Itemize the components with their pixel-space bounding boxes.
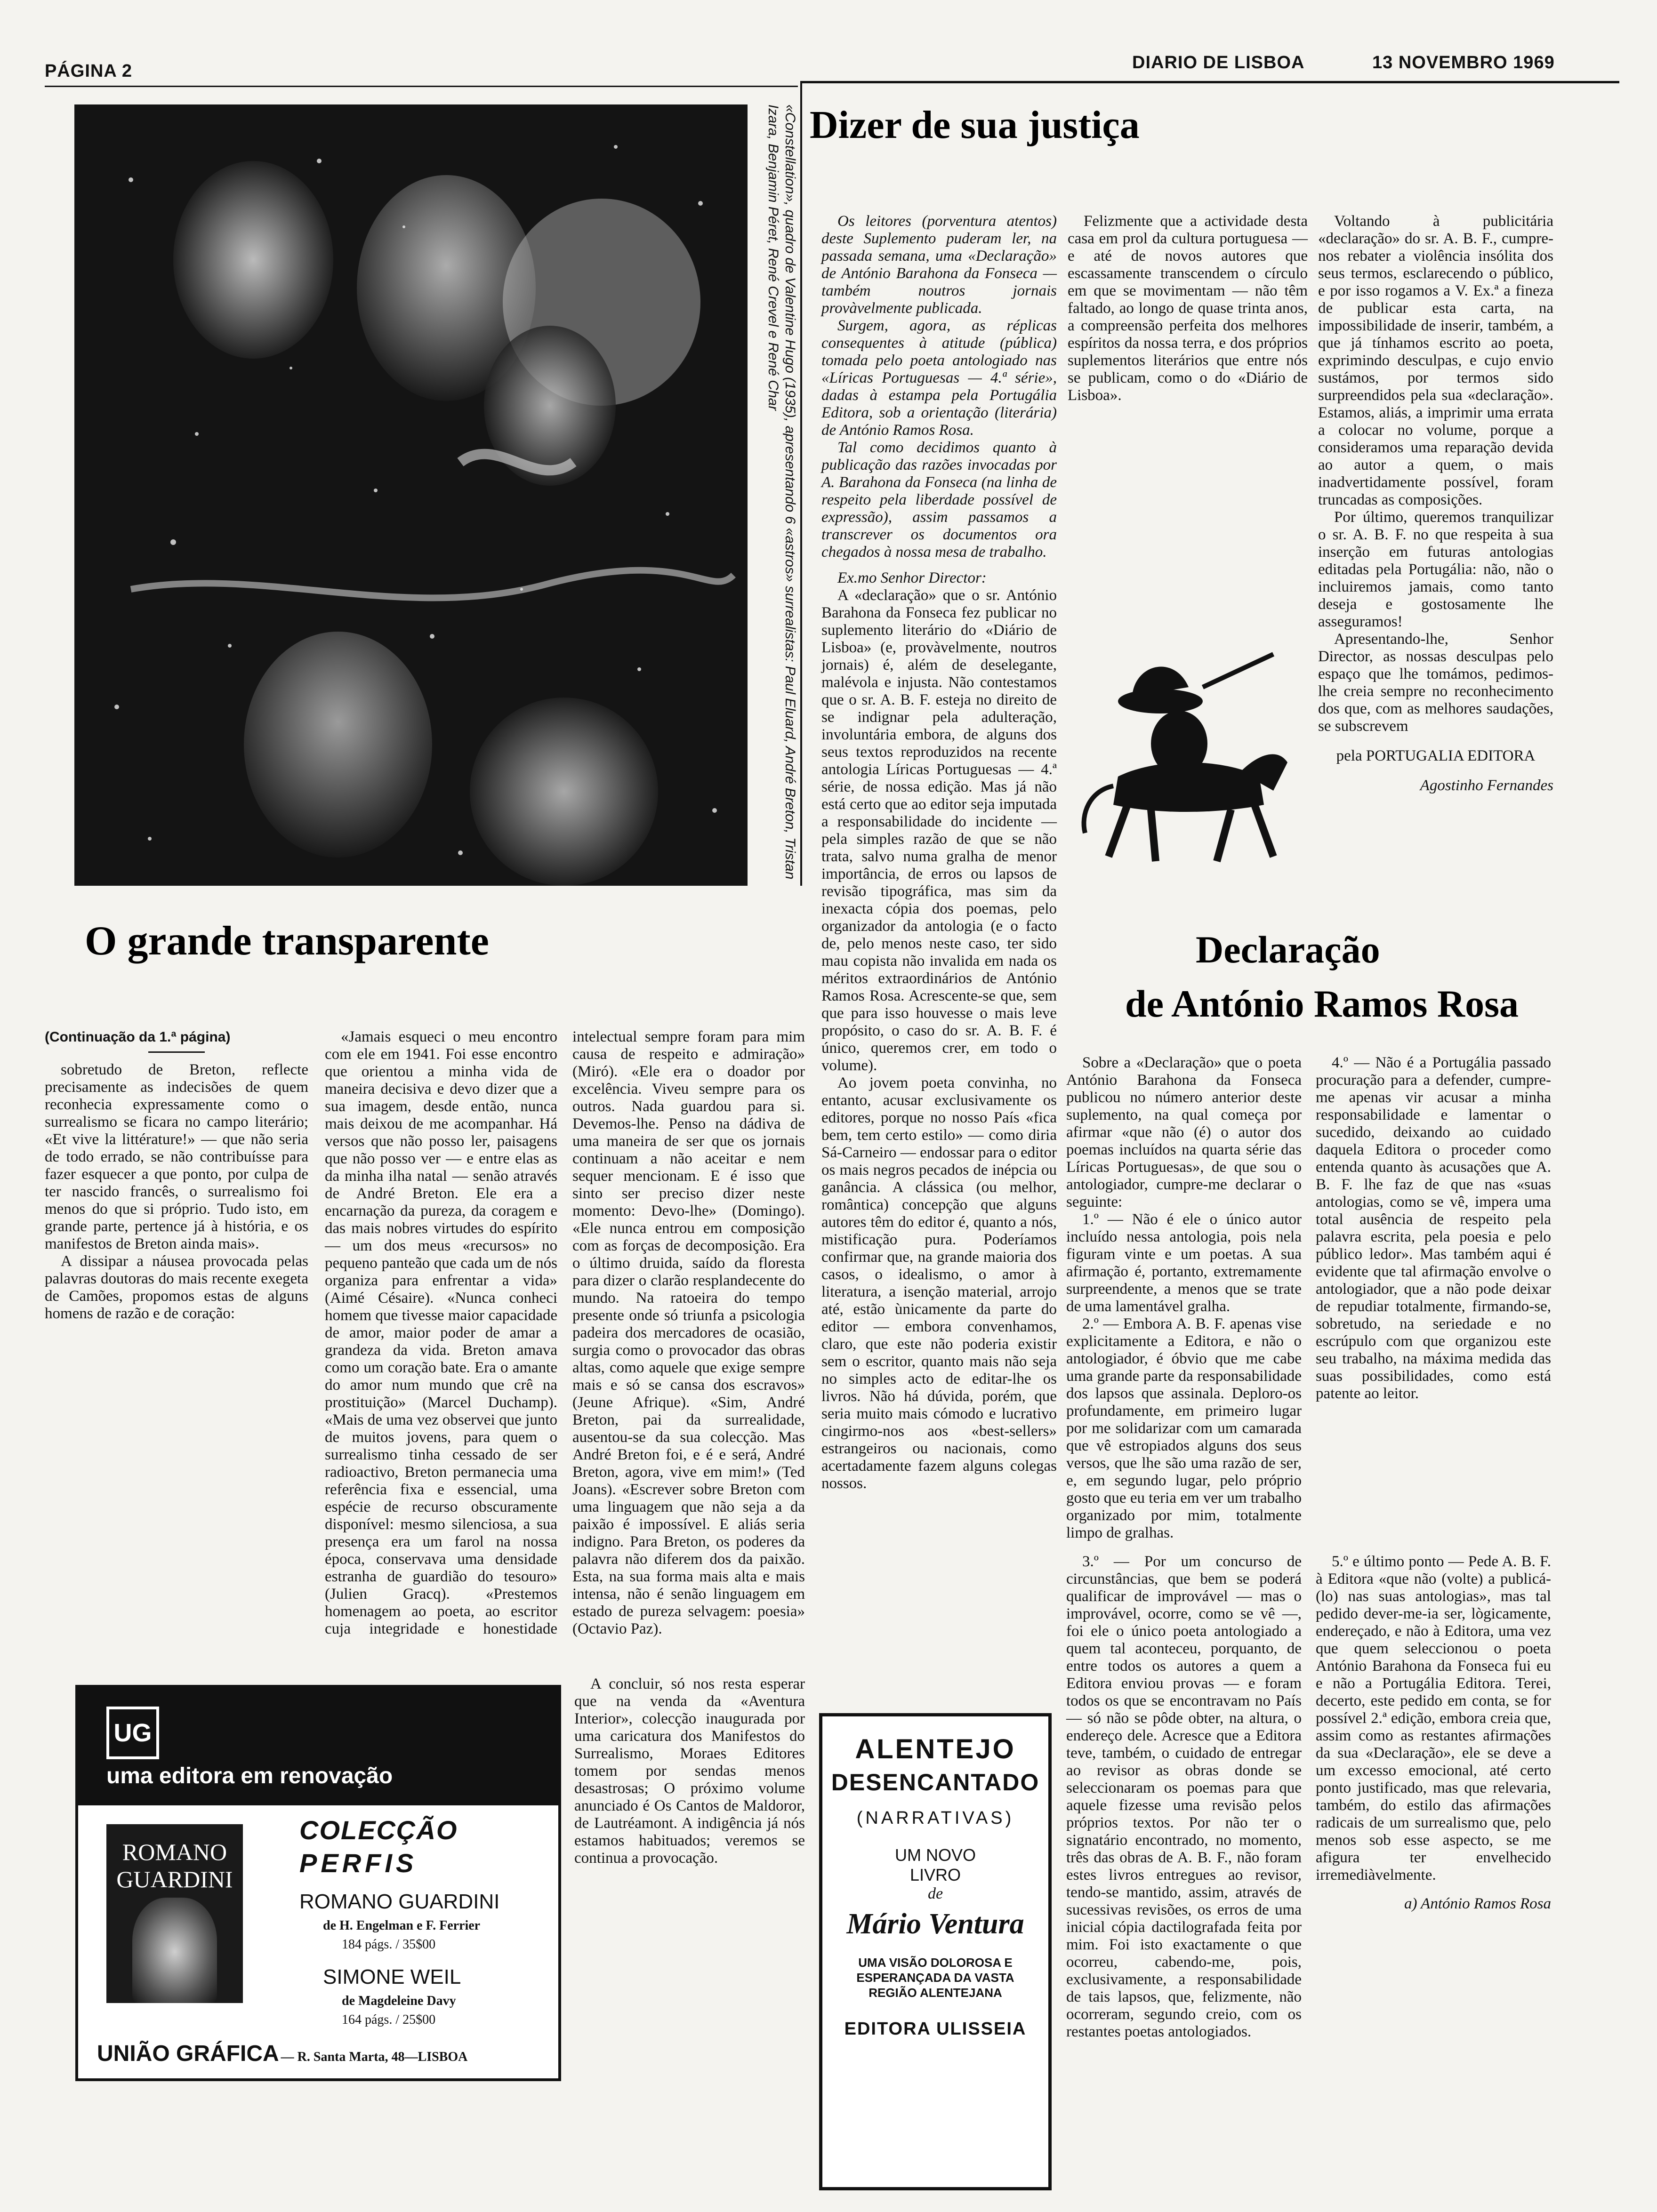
ad-publisher: EDITORA ULISSEIA [844,2019,1027,2039]
article3-signer: a) António Ramos Rosa [1404,1895,1551,1912]
article3-paragraph: 5.º e último ponto — Pede A. B. F. à Editora «que não (volte) a publicá-(lo) nas suas antologias», mas tal pedido dever-me-ia ser, lògicamente, endereçado, e não à Editora, uma vez que quem seleccionou o poeta António Barahona da Fonseca fui eu e não a Portugália Editora. Terei, decerto, este pedido em conta, se for possível 2.ª edição, embora creia que, assim como as restantes afirmações da sua «Declaração», ele se deve a um excesso emocional, até certo ponto justificado, mas que relevaria, também, do estilo das afirmações radicais de um surrealismo que, pelo menos sob esse aspecto, se me afigura ter envelhecido irremediàvelmente. [1316,1553,1551,1883]
ad-title: DESENCANTADO [831,1769,1040,1795]
painting-illustration [74,104,748,886]
ad-publisher [97,2041,467,2067]
ad-line: UM NOVO [894,1845,976,1865]
article1-intro: Os leitores (porventura atentos) deste Suplemento puderam ler, na passada semana, uma «Declaração» de António Barahona da Fonseca — também noutros jornais provàvelmente publicada. [821,213,1057,317]
article1-col1 [821,213,1057,1492]
article3-paragraph: 1.º — Não é ele o único autor incluído nessa antologia, pois nela figuram vinte e um poetas. A sua afirmação é, portanto, extremamente surpreendente, a menos que se trate de uma lamentável gralha. [1066,1211,1302,1315]
book2-info: 164 págs. / 25$00 [342,2012,436,2027]
article1-col2 [1068,213,1308,404]
article2-paragraph: A dissipar a náusea provocada pelas palavras doutoras do mais recente exegeta de Camões, propomos estas de alguns homens de razão e de coração: [45,1253,308,1322]
constellation-painting [74,104,748,886]
article3-paragraph: 3.º — Por um concurso de circunstâncias, que bem se poderá qualificar de improvável — mas o improvável, ocorre, como se vê —, foi ele o único poeta antologiado a quem tal aconteceu, porquanto, de entre todos os autores a quem a Editora enviou provas — e foram todos os que se encontravam no País — só não se pôde obter, na altura, o endereço dele. Acresce que a Editora teve, também, o cuidado de entregar ao revisor as obras donde se seleccionaram os poemas para que aquele fizesse uma revisão pelos próprios textos. Por não ter o signatário encontrado, no momento, três das obras de A. B. F., não foram estes livros entregues ao revisor, tendo-se mantido, assim, através de sucessivas revisões, os erros de uma inicial cópia dactilografada feita por mim. Foi isto exactamente o que ocorreu, cabendo-me, pois, exclusivamente, a responsabilidade de tais lapsos, que, felizmente, não ocorreram, segundo creio, com os restantes poetas antologiados. [1066,1553,1302,2040]
ad-ug-banner [78,1688,558,1805]
book-cover-title: ROMANO [122,1839,227,1865]
ad-blurb: UMA VISÃO DOLOROSA E ESPERANÇADA DA VASTA REGIÃO ALENTEJANA [856,1956,1014,2000]
newspaper-name: DIARIO DE LISBOA [1132,53,1305,72]
article2-col1 [45,1028,308,1322]
article1-intro: Surgem, agora, as réplicas consequentes à atitude (pública) tomada pelo poeta antologiado nas «Líricas Portuguesas — 4.ª série», dadas à estampa pela Portugália Editora, sob a orientação (literária) de António Ramos Rosa. [821,317,1057,439]
article1-paragraph: Ao jovem poeta convinha, no entanto, acusar exclusivamente os editores, porque no nosso País «fica bem, tem certo estilo» — como diria Sá-Carneiro — endossar para o editor os mais negros pecados de inépcia ou ganância. A clássica (ou melhor, romântica) concepção que alguns autores têm do editor é, quanto a nós, mistificação pura. Poderíamos confirmar que, na grande maioria dos casos, o idealismo, o amor à literatura, a isenção material, arrojo até, estão ùnicamente da parte do editor — embora convenhamos, claro, que este não poderia existir sem o escritor, quanto mais não seja no simples acto de editar-lhe os livros. Não há dúvida, porém, que seria muito mais cómodo e lucrativo cingirmo-nos aos «best-sellers» estrangeiros ou nacionais, como acertadamente fazem alguns colegas nossos. [821,1074,1057,1492]
publisher-address: — R. Santa Marta, 48—LISBOA [281,2050,468,2064]
ad-line: LIVRO [909,1865,961,1884]
ad-genre: (NARRATIVAS) [856,1808,1014,1828]
portrait [132,1898,217,2003]
article-title-declaracao: Declaração [1196,928,1380,971]
book1-by: de H. Engelman e F. Ferrier [323,1918,481,1933]
article3-col3 [1316,1553,1551,1913]
article1-paragraph: Felizmente que a actividade desta casa em prol da cultura portuguesa — e até de novos autores que escassamente transcendem o círculo em que se movimentam — não têm faltado, ao longo de quase trinta anos, a compreensão perfeita dos melhores espíritos da nossa terra, e dos próprios suplementos literários que entre nós se publicam, como o do «Diário de Lisboa». [1068,213,1308,404]
ad-line: de [927,1885,943,1902]
ug-tagline: uma editora em renovação [106,1763,393,1788]
article3-col1 [1066,1054,1551,1544]
ad-title: ALENTEJO [855,1734,1016,1764]
header-rule-left [45,86,798,87]
article1-signoff-org: pela PORTUGALIA EDITORA [1336,747,1536,764]
article3-col-lower [1066,1553,1302,2041]
header-rule [800,81,1619,83]
article1-intro: Tal como decidimos quanto à publicação das razões invocadas por A. Barahona da Fonseca (na linha de respeito pela liberdade possível de expressão), assim passamos a transcrever os documentos ora chegados à nossa mesa de trabalho. [821,439,1057,561]
book2-author: SIMONE WEIL [323,1965,461,1988]
column-rule [800,81,802,886]
ad-alentejo-desencantado [819,1713,1052,2190]
collection-title: COLECÇÃO [299,1815,458,1845]
article1-paragraph: Por último, queremos tranquilizar o sr. A. B. F. no que respeita à sua inserção em futuras antologias editadas pela Portugália: não, não o incluiremos jamais, como tanto deseja e gostosamente lhe asseguramos! [1318,509,1553,630]
book-cover-title: GUARDINI [116,1866,233,1892]
article2-paragraph: A concluir, só nos resta esperar que na venda da «Aventura Interior», colecção inaugurada por uma caricatura dos Manifestos do Surrealismo, Moraes Editores tomem por sendas menos desastrosas; O próximo volume anunciado é Os Cantos de Maldoror, de Lautréamont. A indigência já nós estamos habituados; veremos se continua a provocação. [574,1675,805,1867]
article1-paragraph: A «declaração» que o sr. António Barahona da Fonseca fez publicar no suplemento literário do «Diário de Lisboa» (e, provàvelmente, noutros jornais) é, além de deselegante, malévola e injusta. Não contestamos que o sr. A. B. F. esteja no direito de se indignar pela adulteração, involuntária embora, de alguns dos seus textos reproduzidos na recente antologia Líricas Portuguesas — 4.ª série, de nossa edição. Mas já não está certo que ao editor seja imputada a responsabilidade do incidente — pela simples razão de que se não trata, salvo numa gralha de menor importância, de erros ou lapsos de revisão tipográfica, mas sim da inexacta cópia dos poemas, pelo organizador da antologia (e o facto de, pelo menos neste caso, ter sido mau copista não invalida em nada os méritos extraordinários de António Ramos Rosa. Acrescente-se que, sem que para isso houvesse o mais leve propósito, o caso do sr. A. B. F. é único, queremos crer, em todo o volume). [821,587,1057,1074]
article3-paragraph: Sobre a «Declaração» que o poeta António Barahona da Fonseca publicou no número anterior deste suplemento, na qual começa por afirmar «que não (é) o autor dos poemas incluídos na quarta série das Líricas Portuguesas», de que sou o antologiador, cumpre-me declarar o seguinte: [1066,1054,1302,1210]
page-number: PÁGINA 2 [45,61,133,81]
article1-signer: Agostinho Fernandes [1420,777,1553,794]
book1-author: ROMANO GUARDINI [299,1890,500,1913]
article-title-grande-transparente: O grande transparente [85,918,489,964]
article3-paragraph: 4.º — Não é a Portugália passado procuração para a defender, cumpre-me apenas vir acusar a minha responsabilidade e lamentar o sucedido, deixando ao cuidado daquela Editora o proceder como entenda quanto às acusações que A. B. F. lhe faz de que nas «suas antologias, como se vê, impera uma total ausência de respeito pela palavra escrita, pela poesia e pelo público ledor». Mas também aqui é evidente que tal afirmação envolve o antologiador, que a não pode deixar de repudiar totalmente, firmando-se, sobretudo, na seriedade e no escrúpulo com que organizou este seu trabalho, na máxima medida das suas possibilidades, como está patente ao leitor. [1316,1054,1551,1402]
article1-paragraph: Voltando à publicitária «declaração» do sr. A. B. F., cumpre-nos rebater a violência insólita dos seus termos, esclarecendo o público, e por isso rogamos a V. Ex.ª a fineza de publicar esta carta, na impossibilidade de inserir, também, a que já tínhamos escrito ao poeta, exprimindo desculpas, e cujo envio sustámos, por termos sido surpreendidos pela sua «declaração». Estamos, aliás, a imprimir uma errata a colocar no volume, porque a consideramos uma reparação devida ao autor a quem, o mais inadvertidamente possível, foram truncadas as composições. [1318,213,1553,508]
book2-by: de Magdeleine Davy [342,1994,456,2008]
article2-continued: (Continuação da 1.ª página) [45,1029,231,1045]
article-title-declaracao: de António Ramos Rosa [1125,982,1519,1025]
issue-date: 13 NOVEMBRO 1969 [1372,53,1555,72]
ug-logo: UG [106,1707,159,1759]
article3-paragraph: 2.º — Embora A. B. F. apenas vise explicitamente a Editora, e não o antologiador, é óbvio que me cabe uma grande parte da responsabilidade dos lapsos que assinala. Deploro-os profundamente, em primeiro lugar por me solidarizar com um camarada que vê estropiados alguns dos seus versos, que lhe são uma razão de ser, e, em segundo lugar, pelo próprio gosto que eu teria em ver um trabalho organizado por mim, totalmente limpo de gralhas. [1066,1315,1302,1541]
ad-author: Mário Ventura [846,1908,1024,1940]
article1-salutation: Ex.mo Senhor Director: [837,569,987,586]
article-title-dizer: Dizer de sua justiça [810,103,1140,147]
article2-paragraph: «Jamais esqueci o meu encontro com ele em 1941. Foi esse encontro que orientou a minha vida de maneira decisiva e devo dizer que a sua imagem, desde então, nunca mais deixou de me acompanhar. Há versos que não posso ler, paisagens que não posso ver — e entre elas as da minha ilha natal — senão através de André Breton. Ele era a encarnação da pureza, da coragem e das mais nobres virtudes do espírito — um dos meus «recursos» no pequeno panteão que cada um de nós organiza para enfrentar a vida» (Aimé Césaire). «Nunca conheci homem que tivesse maior capacidade de amor, maior poder de amar a grandeza da vida. Breton amava como um coração bate. Era o amante do amor num mundo que crê na prostituição» (Marcel Duchamp). «Mais de uma vez observei que junto de muitos jovens, para quem o surrealismo tinha cessado de ser radioactivo, Breton permanecia uma referência fixa e essencial, uma espécie de recurso obscuramente disponível: mesmo silenciosa, a sua presença era um farol na nossa época, conservava uma densidade estranha de guardião do tesouro» (Julien Gracq). «Prestemos homenagem ao poeta, ao escritor cuja integridade e honestidade intelectual sempre foram para mim causa de respeito e admiração» (Miró). «Ele era o doador por excelência. Viveu sempre para os outros. Nada guardou para si. Devemos-lhe. Penso na dádiva de uma maneira de ser que os jornais continuam a não aceitar e nem sequer mencionam. E é isso que sinto ser preciso dizer neste momento: Devo-lhe» (Domingo). «Ele nunca entrou em composição com as forças de decomposição. Era o último druida, saído da floresta para dizer o clarão resplandecente do mundo. Na ratoeira do tempo presente onde só triunfa a psicologia padeira dos mercadores de ocasião, surgia como o provocador das obras altas, como aquele que exige sempre mais e só se cansa dos escravos» (Jeune Afrique). «Sim, André Breton, pai da surrealidade, ausentou-se da sua colecção. Mas André Breton foi, e é e será, André Breton, agora, vive em mim!» (Ted Joans). «Escrever sobre Breton com uma linguagem que não seja a da paixão é impossível. E aliás seria indigno. Para Breton, os poderes da palavra não diferem dos da paixão. Esta, na sua forma mais alta e mais intensa, não é senão linguagem em estado de pureza selvagem: poesia» (Octavio Paz). [325,1028,805,1637]
photo-caption: «Constellation», quadro de Valentine Hugo (1935), apresentando 6 «astros» surrealistas: Paul Eluard, André Breton, Tristan Izara, Benjamin Péret, René Crevel e René Char [765,104,798,880]
article1-col3 [1318,213,1553,794]
article2-paragraph: sobretudo de Breton, reflecte precisamente as indecisões de quem reconhecia expressamente como o surrealismo se ficara no campo literário; «Et vive la littérature!» — que não seria de todo errado, se não contribuísse para fazer esquecer a que ponto, por culpa de ter nascido francês, o surrealismo foi menos do que si próprio. Tudo isto, em grande parte, pertence já à história, e os manifestos de Breton ainda mais». [45,1061,308,1252]
rider-illustration [1062,635,1306,880]
article1-paragraph: Apresentando-lhe, Senhor Director, as nossas desculpas pelo espaço que lhe tomámos, pedimos-lhe creia sempre no reconhecimento dos que, com as melhores saudações, se subscrevem [1318,631,1553,735]
ad-uniao-grafica [75,1685,561,2081]
collection-title: PERFIS [299,1848,418,1878]
article2-col2 [325,1028,805,1654]
article2-col4 [574,1675,805,1867]
book1-info: 184 págs. / 35$00 [342,1937,436,1952]
continued-rule [148,1051,205,1053]
book-cover-guardini [106,1824,243,2003]
publisher-name: UNIÃO GRÁFICA [97,2041,279,2066]
